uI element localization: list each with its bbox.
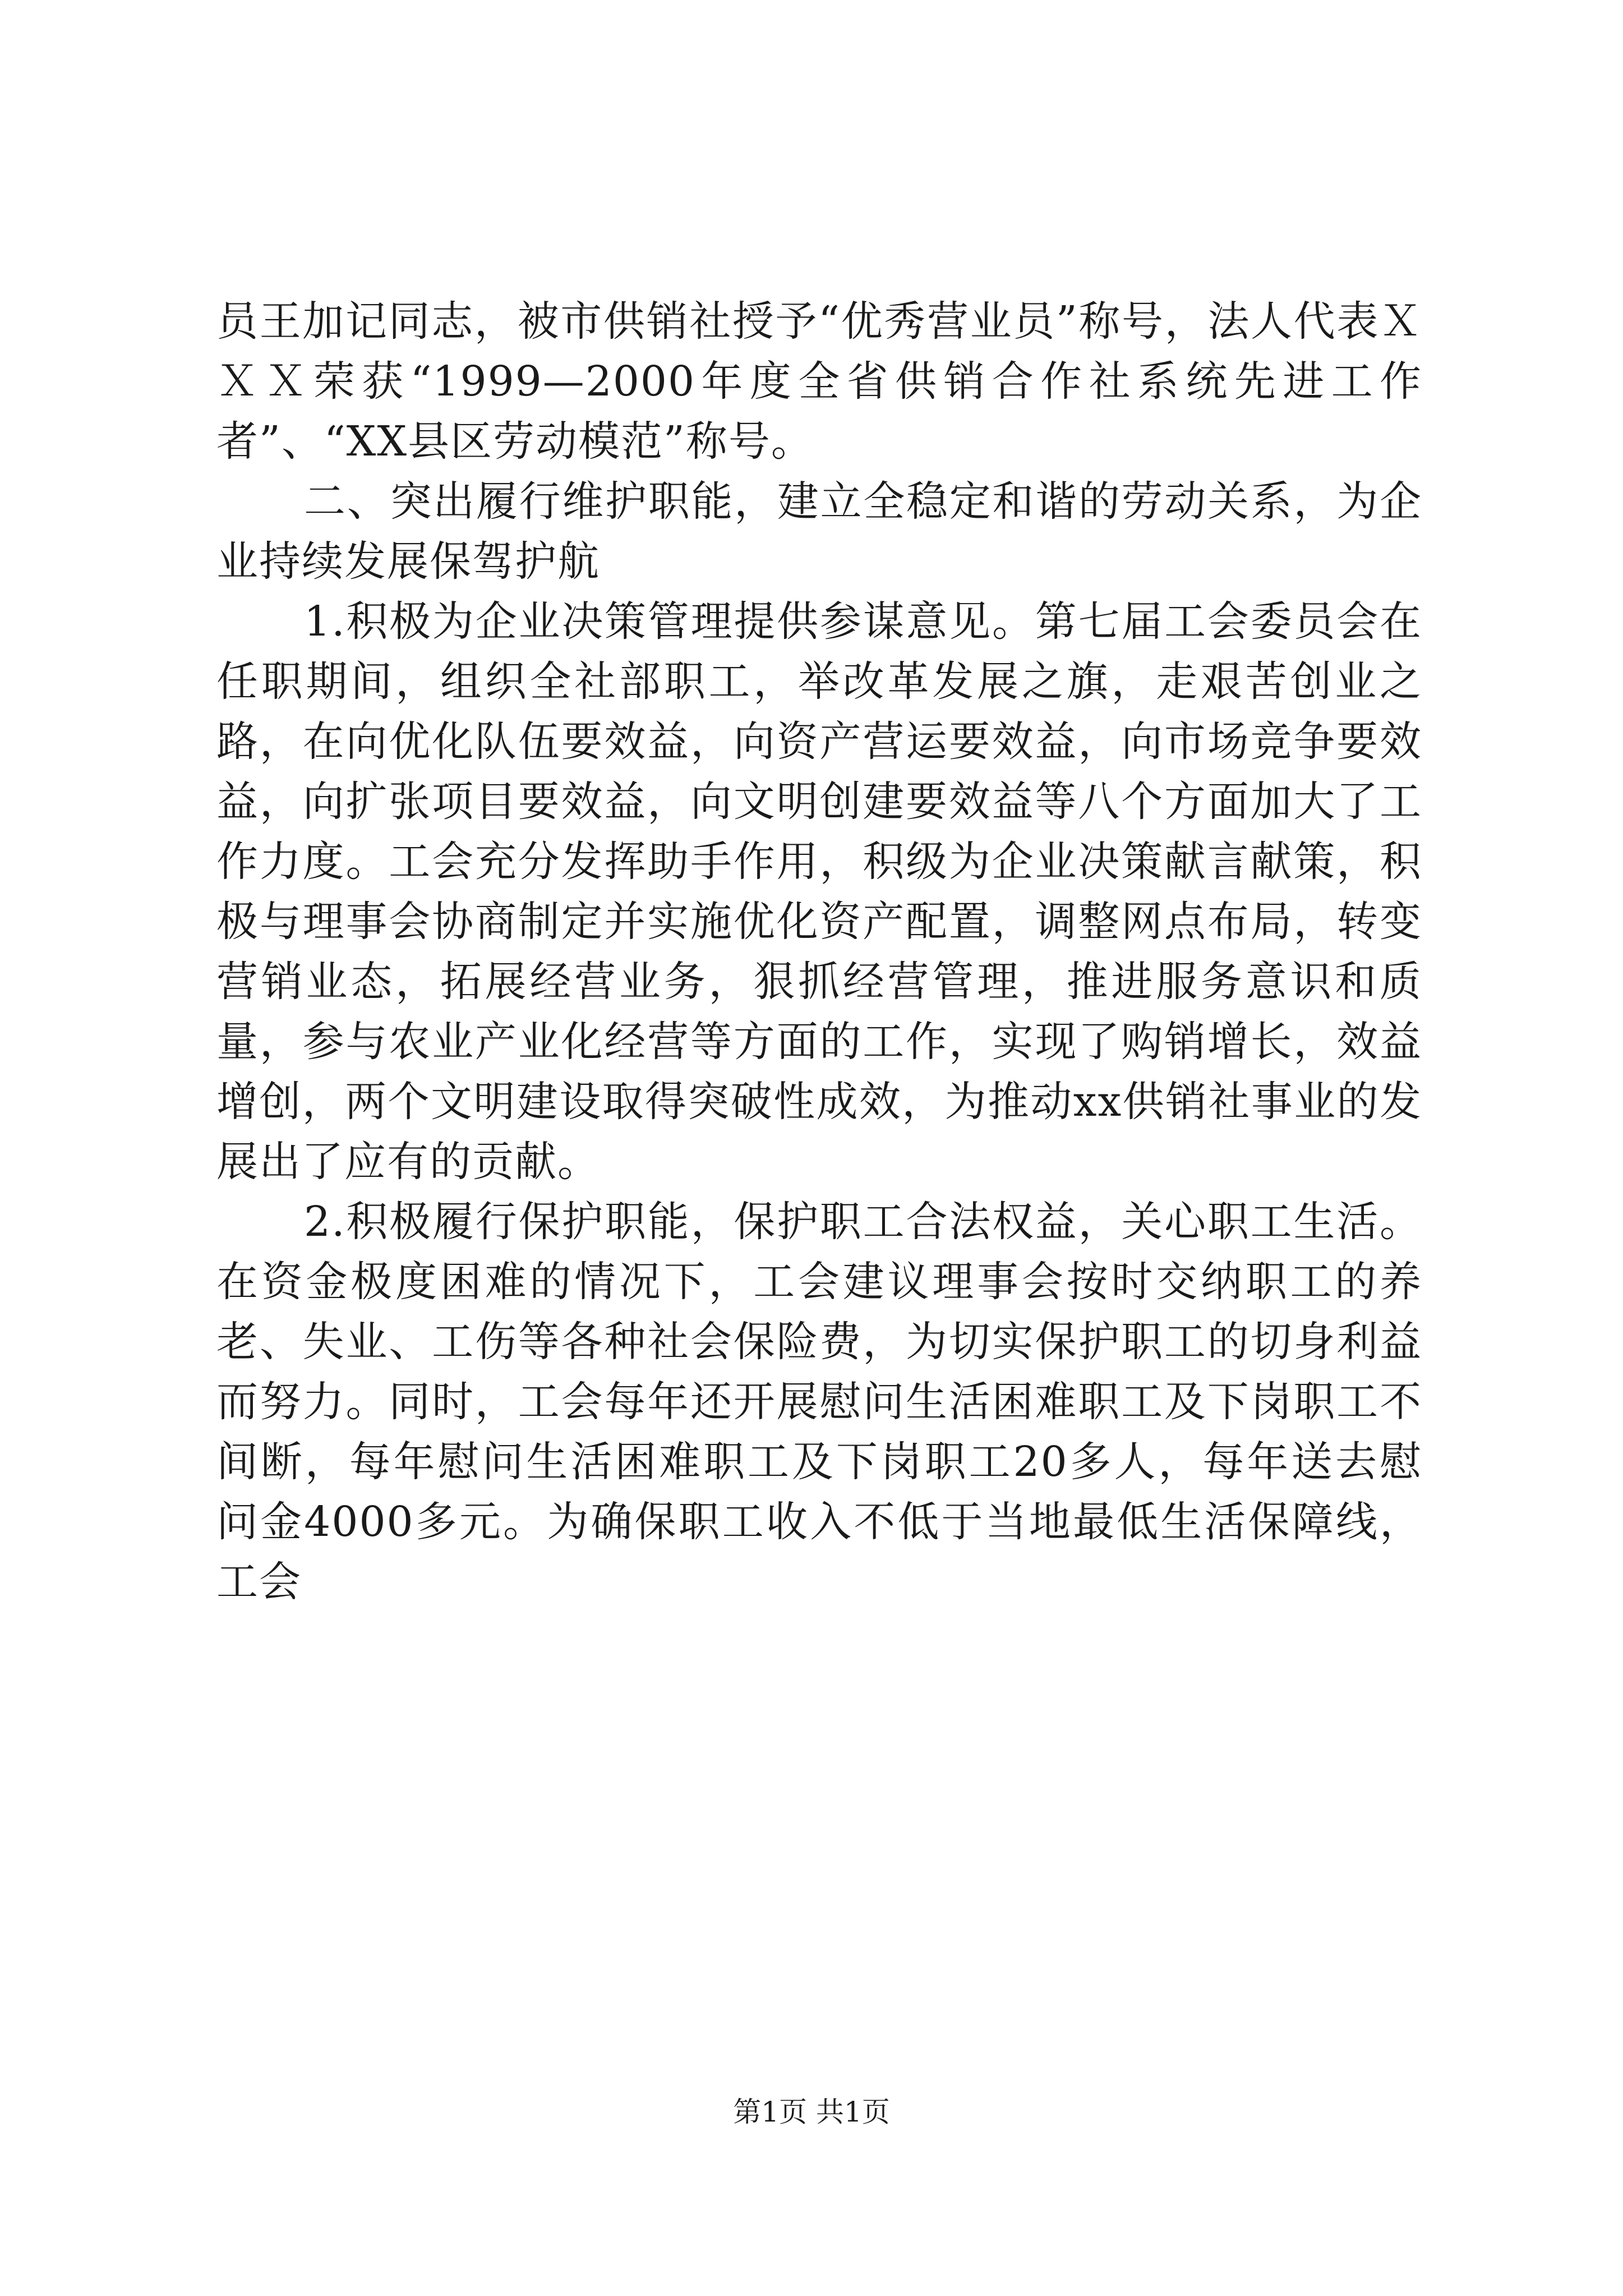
paragraph-item-2: 2.积极履行保护职能，保护职工合法权益，关心职工生活。在资金极度困难的情况下，工会建议理事会按时交纳职工的养老、失业、工伤等各种社会保险费，为切实保护职工的切身利益而努力。同时，工会每年还开展慰问生活困难职工及下岗职工不间断，每年慰问生活困难职工及下岗职工20多人，每年送去慰问金4000多元。为确保职工收入不低于当地最低生活保障线，工会 <box>216 1198 1422 1606</box>
document-body <box>216 292 1422 1612</box>
section-heading: 二、突出履行维护职能，建立全稳定和谐的劳动关系，为企业持续发展保驾护航 <box>216 477 1422 586</box>
page-number-footer: 第1页 共1页 <box>733 2096 890 2128</box>
paragraph-item-1: 1.积极为企业决策管理提供参谋意见。第七届工会委员会在任职期间，组织全社部职工，举改革发展之旗，走艰苦创业之路，在向优化队伍要效益，向资产营运要效益，向市场竞争要效益，向扩张项目要效益，向文明创建要效益等八个方面加大了工作力度。工会充分发挥助手作用，积级为企业决策献言献策，积极与理事会协商制定并实施优化资产配置，调整网点布局，转变营销业态，拓展经营业务，狠抓经营管理，推进服务意识和质量，参与农业产业化经营等方面的工作，实现了购销增长，效益增创，两个文明建设取得突破性成效，为推动xx供销社事业的发展出了应有的贡献。 <box>216 597 1422 1186</box>
paragraph-continuation: 员王加记同志，被市供销社授予“优秀营业员”称号，法人代表ＸＸＸ荣获“1999—2000年度全省供销合作社系统先进工作者”、“XX县区劳动模范”称号。 <box>216 297 1422 466</box>
